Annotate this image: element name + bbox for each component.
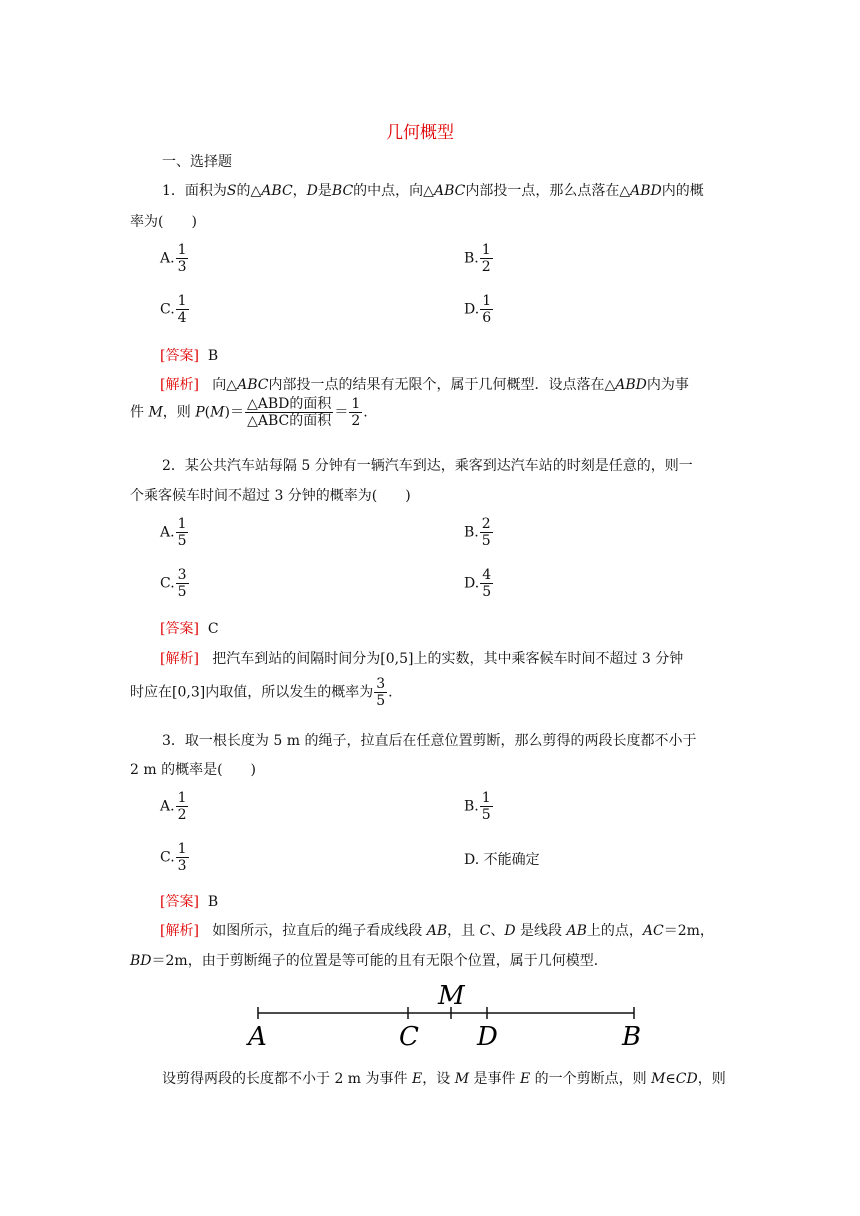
q1-option-a[interactable]: A. $\frac{1}{3}$ (160, 242, 187, 276)
q3-stem-line1: 3．取一根长度为 5 m 的绳子，拉直后在任意位置剪断，那么剪得的两段长度都不小于 (162, 733, 697, 749)
q2-option-c[interactable]: C. $\frac{3}{5}$ (160, 567, 187, 601)
q1-analysis-line1: [解析] 向△ABC内部投一点的结果有无限个，属于几何概型．设点落在△ABD内为事 (160, 377, 689, 393)
q3-analysis-line2: BD＝2m，由于剪断绳子的位置是等可能的且有无限个位置，属于几何模型． (130, 953, 608, 969)
q2-option-a[interactable]: A. $\frac{1}{5}$ (160, 516, 187, 550)
label-d: D (477, 1022, 498, 1052)
q1-option-b[interactable]: B. $\frac{1}{2}$ (464, 242, 491, 276)
q2-analysis-line1: [解析] 把汽车到站的间隔时间分为[0,5]上的实数，其中乘客候车时间不超过 3 分钟 (160, 651, 684, 667)
q1-stem-line2: 率为( ) (130, 214, 197, 230)
q3-option-c[interactable]: C. $\frac{1}{3}$ (160, 841, 187, 875)
q1-option-c[interactable]: C. $\frac{1}{4}$ (160, 293, 187, 327)
q1-stem-line1: 1．面积为S的△ABC，D是BC的中点，向△ABC内部投一点，那么点落在△ABD内的概 (162, 183, 704, 199)
q3-last-line: 设剪得两段的长度都不小于 2 m 为事件 E，设 M 是事件 E 的一个剪断点，则 M∈CD，则 (162, 1071, 726, 1087)
segment-figure (240, 980, 660, 1056)
q1-option-d[interactable]: D. $\frac{1}{6}$ (464, 293, 492, 327)
q3-analysis-line1: [解析] 如图所示，拉直后的绳子看成线段 AB，且 C、D 是线段 AB上的点，AC＝2m， (160, 923, 714, 939)
q2-analysis-line2: 时应在[0,3]内取值，所以发生的概率为 $\frac{3}{5}$ . (130, 676, 393, 710)
q2-stem-line1: 2．某公共汽车站每隔 5 分钟有一辆汽车到达，乘客到达汽车站的时刻是任意的，则一 (162, 458, 693, 474)
q2-answer: [答案] C (160, 621, 219, 637)
label-b: B (622, 1022, 642, 1052)
page-title: 几何概型 (386, 123, 454, 143)
section-heading: 一、选择题 (162, 154, 232, 170)
label-c: C (399, 1022, 419, 1052)
q3-option-b[interactable]: B. $\frac{1}{5}$ (464, 790, 491, 824)
q2-option-b[interactable]: B. $\frac{2}{5}$ (464, 516, 491, 550)
q2-stem-line2: 个乘客候车时间不超过 3 分钟的概率为( ) (130, 488, 411, 504)
q3-stem-line2: 2 m 的概率是( ) (130, 762, 257, 778)
q1-answer: [答案] B (160, 348, 219, 364)
q3-answer: [答案] B (160, 894, 219, 910)
q1-analysis-line2: 件 M，则 P(M)＝ $\frac{\text{△ABD的面积}}{\text{△ABC的面积}}$ ＝ $\frac{1}{2}$ . (130, 396, 368, 430)
label-a: A (248, 1022, 267, 1052)
q3-option-d[interactable]: D. 不能确定 (464, 852, 540, 868)
label-m: M (438, 981, 465, 1011)
q3-option-a[interactable]: A. $\frac{1}{2}$ (160, 790, 187, 824)
q2-option-d[interactable]: D. $\frac{4}{5}$ (464, 567, 492, 601)
